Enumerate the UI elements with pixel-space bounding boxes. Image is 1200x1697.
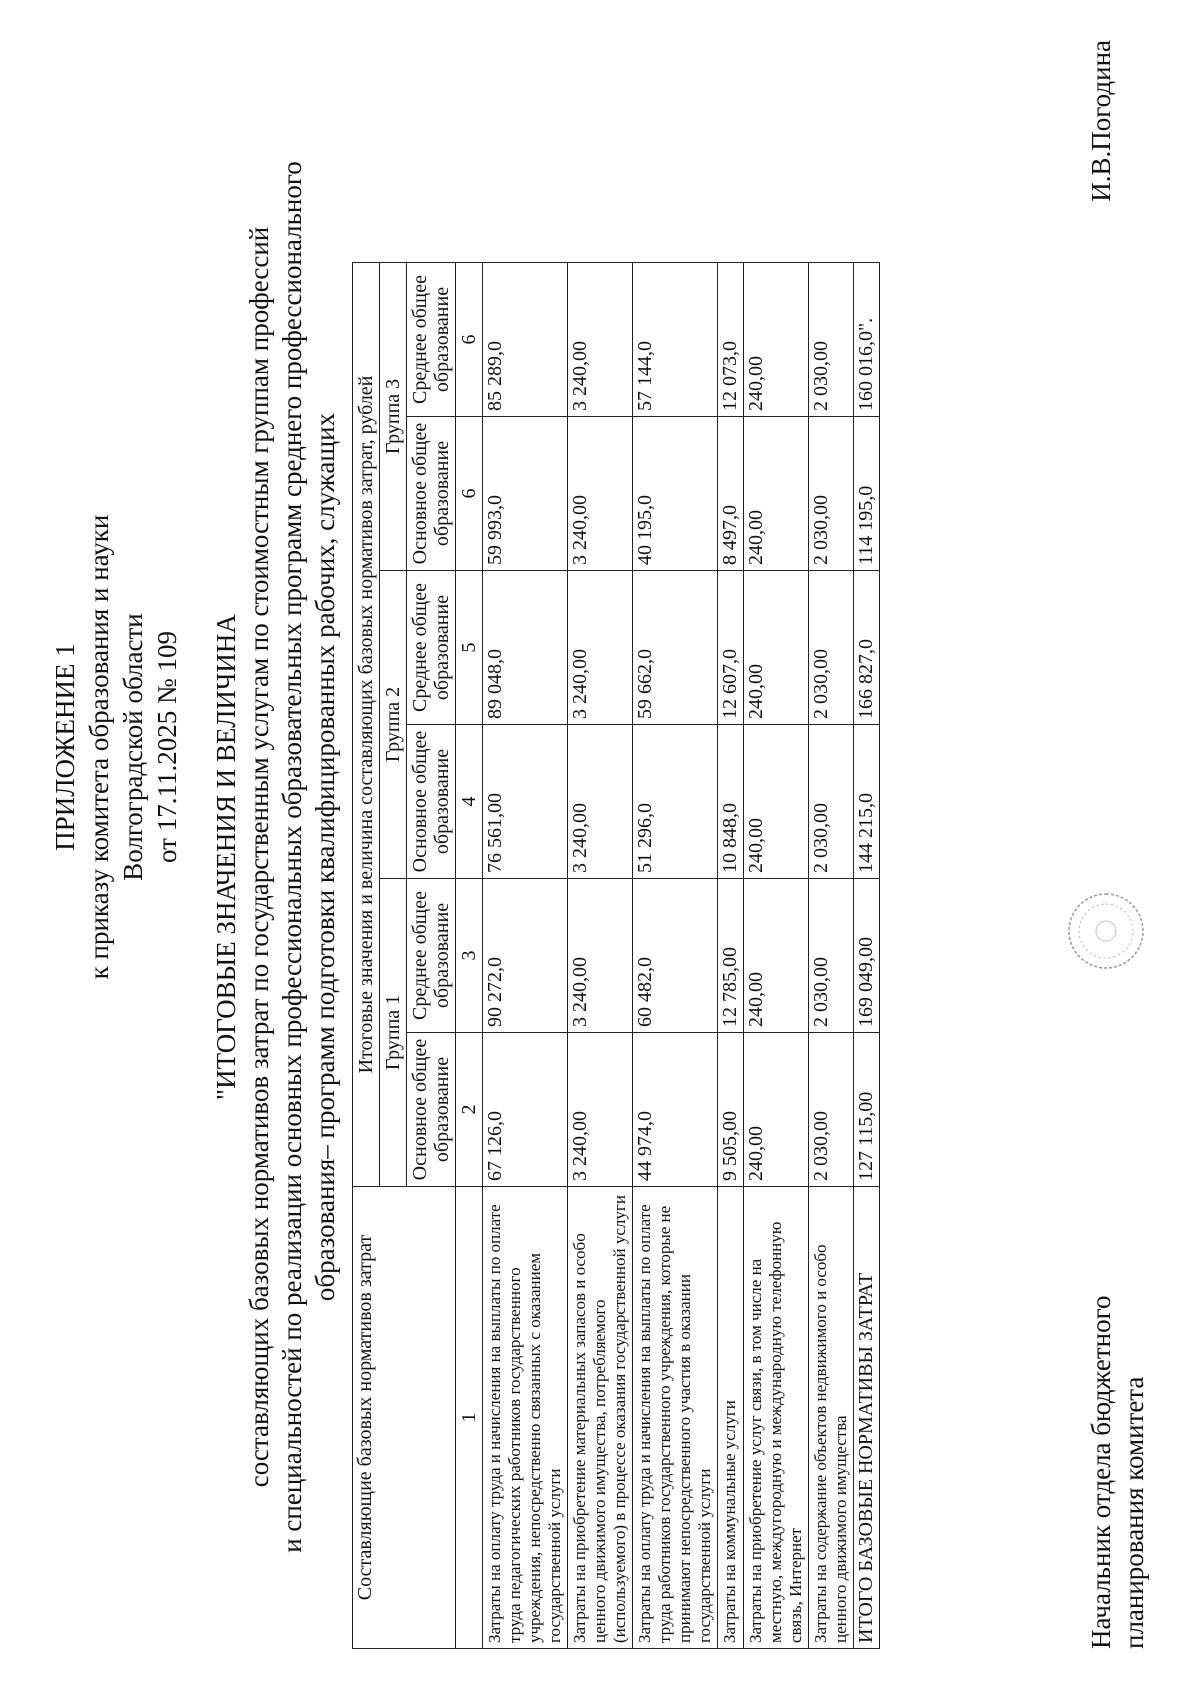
column-number: 2	[456, 1033, 483, 1187]
cost-value-cell: 3 240,00	[568, 879, 633, 1033]
cost-value-cell: 3 240,00	[568, 417, 633, 571]
column-number: 6	[456, 417, 483, 571]
region-name: Волгоградской области	[118, 613, 148, 881]
document-title	[210, 77, 342, 1637]
signatory-position	[1085, 1296, 1151, 1649]
cost-value-cell: 12 607,0	[718, 571, 744, 725]
cost-value-cell: 60 482,0	[633, 879, 718, 1033]
cost-value-cell: 90 272,0	[483, 879, 568, 1033]
group-header: Группа 2	[380, 571, 407, 879]
cost-value-cell: 40 195,0	[633, 417, 718, 571]
column-number: 6	[456, 263, 483, 417]
cost-value-cell: 57 144,0	[633, 263, 718, 417]
position-line: планирования комитета	[1119, 1376, 1149, 1649]
column-number: 5	[456, 571, 483, 725]
cost-value-cell: 2 030,00	[809, 263, 854, 417]
cost-value-cell: 240,00	[744, 417, 809, 571]
cost-value-cell: 144 215,0	[854, 725, 880, 879]
cost-value-cell: 12 073,0	[718, 263, 744, 417]
cost-value-cell: 10 848,0	[718, 725, 744, 879]
cost-value-cell: 166 827,0	[854, 571, 880, 725]
cost-value-cell: 3 240,00	[568, 725, 633, 879]
column-number: 3	[456, 879, 483, 1033]
group-header: Группа 1	[380, 879, 407, 1187]
cost-value-cell: 12 785,00	[718, 879, 744, 1033]
cost-value-cell: 2 030,00	[809, 725, 854, 879]
subcolumn-header: Основное общее образование	[407, 725, 456, 879]
cost-item-name: Затраты на коммунальные услуги	[718, 1187, 744, 1649]
column-number: 1	[456, 1187, 483, 1649]
cost-value-cell: 9 505,00	[718, 1033, 744, 1187]
table-row	[568, 263, 633, 1649]
cost-item-name: ИТОГО БАЗОВЫЕ НОРМАТИВЫ ЗАТРАТ	[854, 1187, 880, 1649]
subcolumn-header: Основное общее образование	[407, 417, 456, 571]
cost-value-cell: 51 296,0	[633, 725, 718, 879]
table-row	[718, 263, 744, 1649]
cost-value-cell: 59 993,0	[483, 417, 568, 571]
cost-value-cell: 240,00	[744, 571, 809, 725]
cost-value-cell: 240,00	[744, 725, 809, 879]
title-line-1: "ИТОГОВЫЕ ЗНАЧЕНИЯ И ВЕЛИЧИНА	[211, 614, 241, 1100]
subcolumn-header: Основное общее образование	[407, 1033, 456, 1187]
column-number: 4	[456, 725, 483, 879]
cost-value-cell: 2 030,00	[809, 417, 854, 571]
subcolumn-header: Среднее общее образование	[407, 263, 456, 417]
subcolumn-header: Среднее общее образование	[407, 879, 456, 1033]
cost-value-cell: 3 240,00	[568, 263, 633, 417]
table-row	[809, 263, 854, 1649]
title-line-3: и специальностей по реализации основных профессиональных образовательных программ среднего профессионального	[277, 161, 307, 1553]
appendix-header	[48, 17, 184, 1477]
cost-value-cell: 2 030,00	[809, 1033, 854, 1187]
signatory-name: И.В.Погодина	[1086, 40, 1116, 202]
cost-item-name: Затраты на приобретение услуг связи, в том числе на местную, междугородную и международную телефонную связь, Интернет	[744, 1187, 809, 1649]
appendix-label: ПРИЛОЖЕНИЕ 1	[50, 643, 80, 851]
cost-value-cell: 67 126,0	[483, 1033, 568, 1187]
cost-value-cell: 85 289,0	[483, 263, 568, 417]
round-seal-icon	[1065, 890, 1147, 972]
cost-value-cell: 240,00	[744, 879, 809, 1033]
cost-item-name: Затраты на приобретение материальных запасов и особо ценного движимого имущества, потребляемого (используемого) в процессе оказания государственной услуги	[568, 1187, 633, 1649]
position-line: Начальник отдела бюджетного	[1086, 1295, 1116, 1649]
values-column-header: Итоговые значения и величина составляющих базовых нормативов затрат, рублей	[353, 263, 380, 1187]
table-row	[633, 263, 718, 1649]
cost-value-cell: 127 115,00	[854, 1033, 880, 1187]
cost-value-cell: 2 030,00	[809, 879, 854, 1033]
group-header: Группа 3	[380, 263, 407, 571]
cost-value-cell: 169 049,00	[854, 879, 880, 1033]
cost-value-cell: 89 048,0	[483, 571, 568, 725]
cost-value-cell: 3 240,00	[568, 1033, 633, 1187]
table-row	[483, 263, 568, 1649]
cost-value-cell: 2 030,00	[809, 571, 854, 725]
cost-value-cell: 59 662,0	[633, 571, 718, 725]
order-date: от 17.11.2025 № 109	[152, 631, 182, 863]
title-line-2: составляющих базовых нормативов затрат по государственным услугам по стоимостным группам профессий	[244, 226, 274, 1488]
cost-value-cell: 8 497,0	[718, 417, 744, 571]
cost-item-name: Затраты на оплату труда и начисления на выплаты по оплате труда педагогических работников государственного учреждения, непосредственно связанных с оказанием государственной услуги	[483, 1187, 568, 1649]
cost-item-name: Затраты на оплату труда и начисления на выплаты по оплате труда работников государственного учреждения, которые не принимают непосредственного участия в оказании государственной услуги	[633, 1187, 718, 1649]
title-line-4: образования– программ подготовки квалифицированных рабочих, служащих	[310, 412, 340, 1302]
cost-value-cell: 114 195,0	[854, 417, 880, 571]
cost-value-cell: 44 974,0	[633, 1033, 718, 1187]
subcolumn-header: Среднее общее образование	[407, 571, 456, 725]
cost-value-cell: 240,00	[744, 1033, 809, 1187]
order-reference: к приказу комитета образования и науки	[84, 514, 114, 980]
cost-item-name: Затраты на содержание объектов недвижимого и особо ценного движимого имущества	[809, 1187, 854, 1649]
cost-value-cell: 240,00	[744, 263, 809, 417]
name-column-header: Составляющие базовых нормативов затрат	[353, 1187, 456, 1649]
cost-standards-table	[352, 262, 880, 1649]
table-row	[744, 263, 809, 1649]
cost-value-cell: 76 561,00	[483, 725, 568, 879]
cost-value-cell: 160 016,0".	[854, 263, 880, 417]
cost-value-cell: 3 240,00	[568, 571, 633, 725]
total-row	[854, 263, 880, 1649]
